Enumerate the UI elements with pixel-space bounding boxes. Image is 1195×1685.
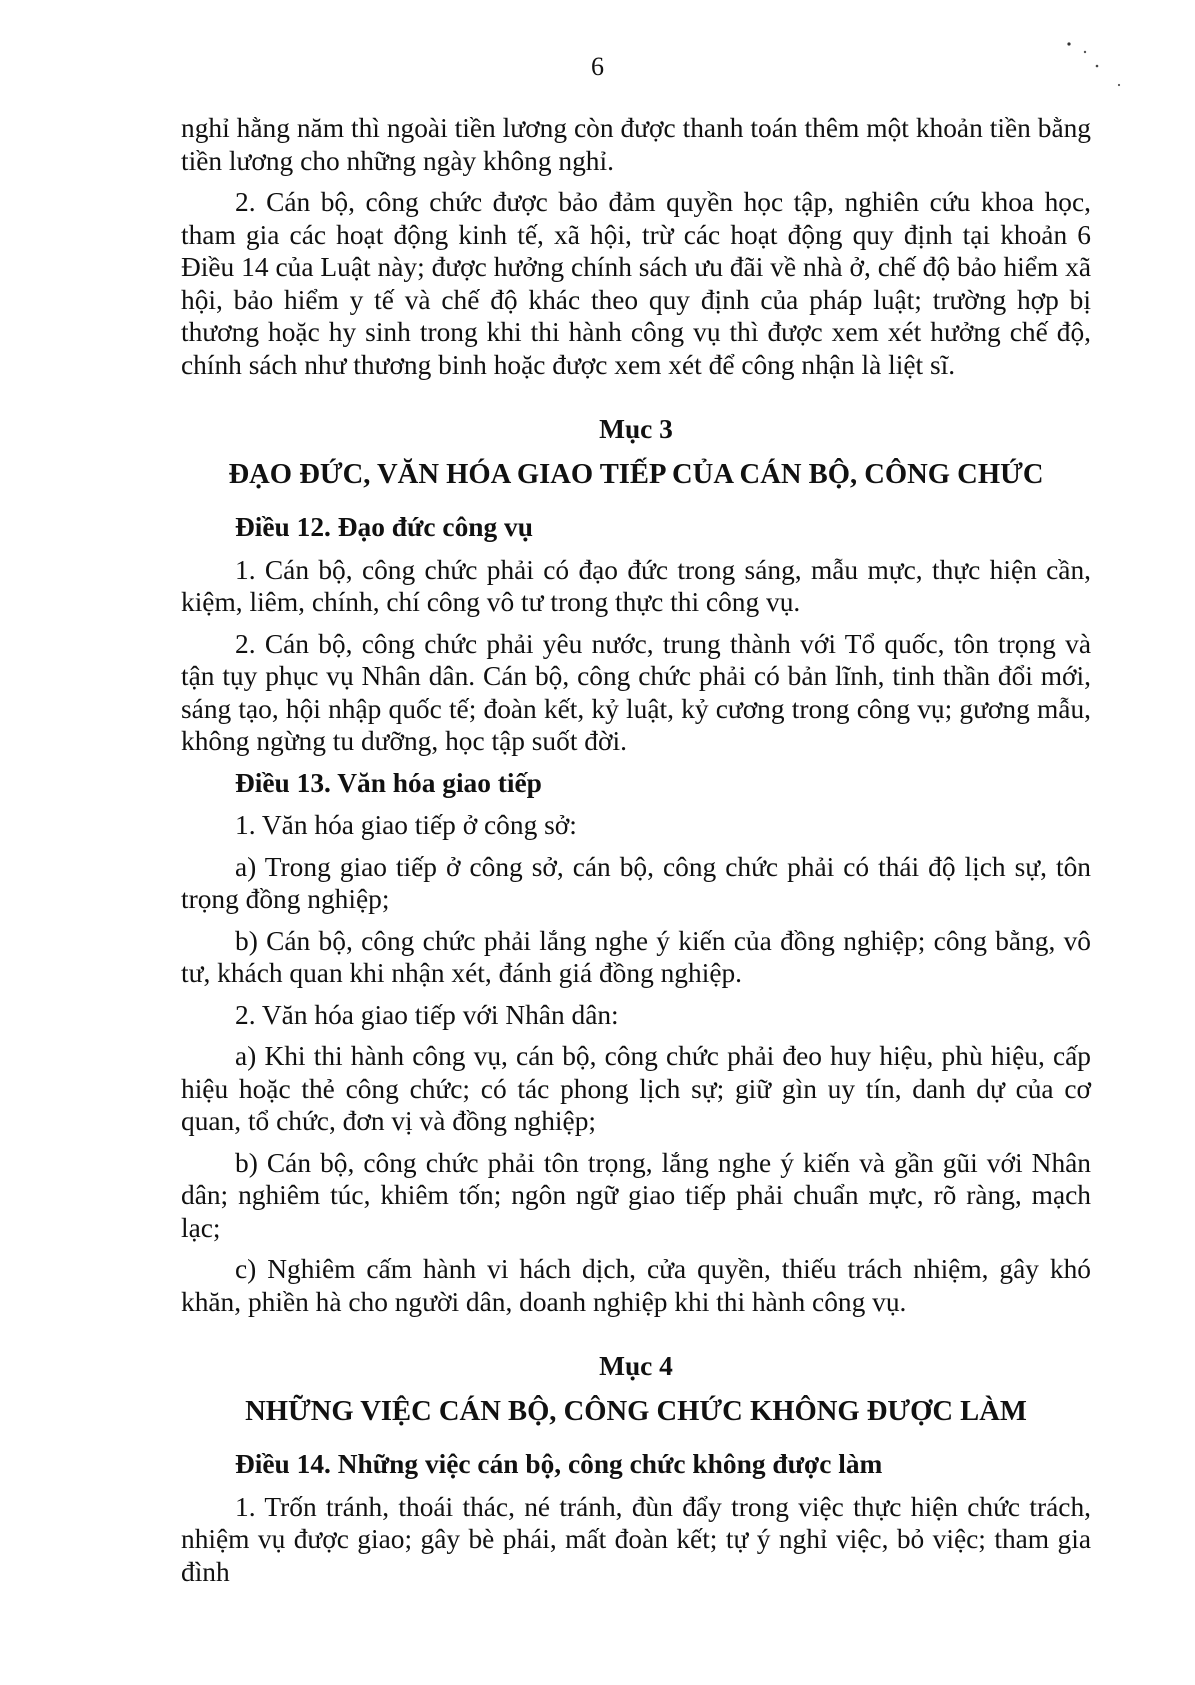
- section-3-label: Mục 3: [599, 414, 673, 444]
- paragraph-continuation: nghỉ hằng năm thì ngoài tiền lương còn được thanh toán thêm một khoản tiền bằng tiền lương cho những ngày không nghỉ.: [181, 113, 1091, 176]
- article-12-title: Điều 12. Đạo đức công vụ: [235, 512, 533, 542]
- paragraph-article11-clause2: 2. Cán bộ, công chức được bảo đảm quyền học tập, nghiên cứu khoa học, tham gia các hoạt động kinh tế, xã hội, trừ các hoạt động quy định tại khoản 6 Điều 14 của Luật này; được hưởng chính sách ưu đãi về nhà ở, chế độ bảo hiểm xã hội, bảo hiểm y tế và chế độ khác theo quy định của pháp luật; trường hợp bị thương hoặc hy sinh trong khi thi hành công vụ thì được xem xét hưởng chế độ, chính sách như thương binh hoặc được xem xét để công nhận là liệt sĩ.: [181, 187, 1091, 380]
- article-13-clause-2: 2. Văn hóa giao tiếp với Nhân dân:: [235, 999, 619, 1030]
- article-13-title: Điều 13. Văn hóa giao tiếp: [235, 767, 542, 798]
- article-13-clause-1b: b) Cán bộ, công chức phải lắng nghe ý kiến của đồng nghiệp; công bằng, vô tư, khách quan khi nhận xét, đánh giá đồng nghiệp.: [181, 925, 1091, 988]
- article-14-title: Điều 14. Những việc cán bộ, công chức không được làm: [235, 1449, 883, 1479]
- article-12-clause-2: 2. Cán bộ, công chức phải yêu nước, trung thành với Tổ quốc, tôn trọng và tận tụy phục vụ Nhân dân. Cán bộ, công chức phải có bản lĩnh, tinh thần đổi mới, sáng tạo, hội nhập quốc tế; đoàn kết, kỷ luật, kỷ cương trong công vụ; gương mẫu, không ngừng tu dưỡng, học tập suốt đời.: [181, 628, 1091, 756]
- document-body: [181, 112, 1091, 1597]
- article-13-clause-2c: c) Nghiêm cấm hành vi hách dịch, cửa quyền, thiếu trách nhiệm, gây khó khăn, phiền hà cho người dân, doanh nghiệp khi thi hành công vụ.: [181, 1254, 1091, 1317]
- article-13-clause-1a: a) Trong giao tiếp ở công sở, cán bộ, công chức phải có thái độ lịch sự, tôn trọng đồng nghiệp;: [181, 851, 1091, 914]
- section-4-label: Mục 4: [599, 1351, 673, 1381]
- article-13-clause-1: 1. Văn hóa giao tiếp ở công sở:: [235, 810, 577, 840]
- article-13-clause-2b: b) Cán bộ, công chức phải tôn trọng, lắng nghe ý kiến và gần gũi với Nhân dân; nghiêm túc, khiêm tốn; ngôn ngữ giao tiếp phải chuẩn mực, rõ ràng, mạch lạc;: [181, 1147, 1091, 1243]
- article-12-clause-1: 1. Cán bộ, công chức phải có đạo đức trong sáng, mẫu mực, thực hiện cần, kiệm, liêm, chính, chí công vô tư trong thực thi công vụ.: [181, 554, 1091, 617]
- section-4-title: NHỮNG VIỆC CÁN BỘ, CÔNG CHỨC KHÔNG ĐƯỢC LÀM: [245, 1395, 1027, 1427]
- scan-specks: [1065, 40, 1145, 90]
- page-number: 6: [591, 52, 604, 81]
- article-13-clause-2a: a) Khi thi hành công vụ, cán bộ, công chức phải đeo huy hiệu, phù hiệu, cấp hiệu hoặc thẻ công chức; có tác phong lịch sự; giữ gìn uy tín, danh dự của cơ quan, tổ chức, đơn vị và đồng nghiệp;: [181, 1041, 1091, 1136]
- section-3-title: ĐẠO ĐỨC, VĂN HÓA GIAO TIẾP CỦA CÁN BỘ, CÔNG CHỨC: [228, 458, 1044, 490]
- article-14-clause-1: 1. Trốn tránh, thoái thác, né tránh, đùn đẩy trong việc thực hiện chức trách, nhiệm vụ được giao; gây bè phái, mất đoàn kết; tự ý nghỉ việc, bỏ việc; tham gia đình: [181, 1491, 1091, 1587]
